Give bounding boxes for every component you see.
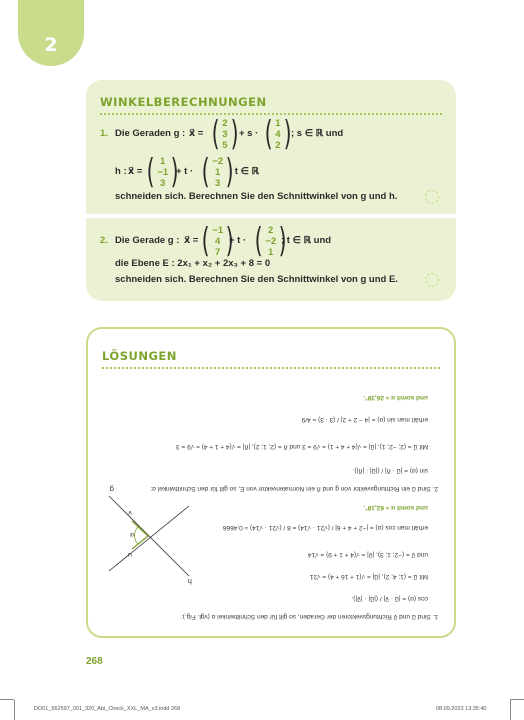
label-u: u <box>127 551 132 559</box>
task1-s-domain: ; s ∈ ℝ und <box>291 128 344 139</box>
task-box <box>86 80 456 301</box>
task1-prefix: Die Geraden g : <box>115 128 186 139</box>
solution-line: Mit u⃗ = (2; −2; 1), |u⃗| = √(4 + 4 + 1) = √9 = 3 und n⃗ = (2; 1; 2), |n⃗| = √(4 + 1 + 4) = √9 = 3 <box>176 443 428 450</box>
task1-plus-t: + t · <box>176 166 194 177</box>
task1-h-label: h : <box>115 166 127 177</box>
task1-g-support-vector: ( 2 3 5 ) <box>211 114 239 154</box>
task2-number: 2. <box>100 235 108 246</box>
footer-timestamp: 08.09.2023 13:35:40 <box>436 706 487 712</box>
task1-question: schneiden sich. Berechnen Sie den Schnittwinkel von g und h. <box>115 191 398 202</box>
task2-x-vector: x⃗ = <box>184 235 199 246</box>
solution-line: und somit α ≈ 62,19°. <box>363 504 428 511</box>
footer-file-info: DO01_562597_001_320_Abi_Check_XXL_MA_v3.indd 268 <box>34 706 181 712</box>
line-g <box>109 506 189 571</box>
solution-line: 1. Sind u⃗ und v⃗ Richtungsvektoren der Geraden, so gilt für den Schnittwinkel α (vgl. Fig.): <box>180 613 438 620</box>
label-g: g <box>109 485 114 493</box>
task1-x-vector: x⃗ = <box>189 128 204 139</box>
angle-arc <box>134 527 138 544</box>
task2-plane: die Ebene E : 2x₁ + x₂ + 2x₃ + 8 = 0 <box>115 258 271 269</box>
crop-mark <box>14 700 15 720</box>
chapter-tab <box>18 0 84 66</box>
difficulty-circle-icon <box>425 273 439 287</box>
solutions-box <box>86 327 456 638</box>
solution-line: und v⃗ = (−2; 1; 3), |v⃗| = √(4 + 1 + 9) = √14 <box>307 551 428 558</box>
label-alpha: α <box>129 531 134 539</box>
task1-number: 1. <box>100 128 108 139</box>
task2-plus-t: + t · <box>229 235 247 246</box>
line-h <box>109 496 189 576</box>
crop-mark <box>510 700 511 720</box>
task2-g-direction-vector: ( 2 −2 1 ) <box>254 221 287 261</box>
solution-line: und somit α ≈ 26,39°. <box>363 394 428 401</box>
task1-h-x-vector: x⃗ = <box>128 166 143 177</box>
solutions-heading: LÖSUNGEN <box>102 349 177 363</box>
task2-g-support-vector: ( −1 4 7 ) <box>201 221 234 261</box>
crop-mark <box>0 699 14 700</box>
solution-line: erhält man sin (α) = |4 − 2 + 2| / (3 · 3) = 4/9 <box>301 416 428 423</box>
solution-line: cos (α) = |u⃗ · v⃗| / (|u⃗| · |v⃗|). <box>351 595 428 602</box>
upside-down-solutions <box>102 369 442 631</box>
crop-mark <box>510 699 524 700</box>
task2-prefix: Die Gerade g : <box>115 235 180 246</box>
task-divider <box>86 214 456 218</box>
task2-t-domain: ; t ∈ ℝ und <box>281 235 332 246</box>
task1-t-domain: ; t ∈ ℝ <box>229 166 260 177</box>
chapter-number: 2 <box>44 34 58 56</box>
task1-plus-s: + s · <box>239 128 259 139</box>
solution-line: sin (α) = |u⃗ · n⃗| / (|u⃗| · |n⃗|). <box>352 467 428 474</box>
tasks-heading: WINKELBERECHNUNGEN <box>100 95 267 109</box>
page-number: 268 <box>86 656 103 667</box>
label-v: v <box>128 509 132 517</box>
difficulty-circle-icon <box>425 190 439 204</box>
solution-line: erhält man cos (α) = |−2 + 4 + 6| / (√21 · √14) = 8 / (√21 · √14) ≈ 0,4666 <box>222 524 428 531</box>
solution-line: 2. Sind u⃗ ein Richtungsvektor von g und n⃗ ein Normalenvektor von E, so gilt für den Schnittwinkel α: <box>150 485 438 492</box>
intersection-figure <box>104 481 194 591</box>
solution-line: Mit u⃗ = (1; 4; 2), |u⃗| = √(1 + 16 + 4) = √21 <box>309 573 428 580</box>
task1-h-support-vector: ( 1 −1 3 ) <box>146 152 179 192</box>
task1-g-direction-vector: ( 1 4 2 ) <box>264 114 292 154</box>
task1-h-direction-vector: ( −2 1 3 ) <box>201 152 234 192</box>
task2-question: schneiden sich. Berechnen Sie den Schnittwinkel von g und E. <box>115 274 398 285</box>
label-h: h <box>187 577 192 585</box>
